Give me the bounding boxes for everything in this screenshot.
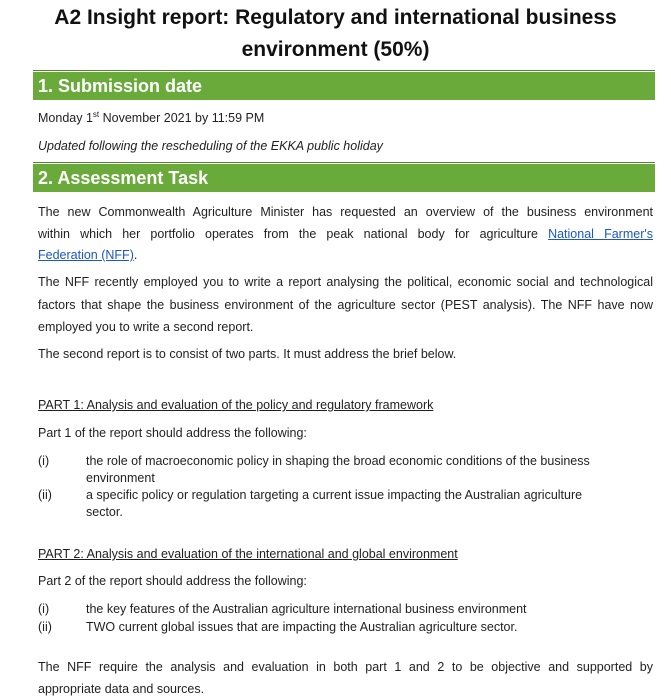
part-2-item-number: (i) xyxy=(38,602,50,616)
p1-line2-text: within which her portfolio operates from the peak national body for agriculture xyxy=(38,227,538,241)
part-1-item xyxy=(86,453,646,487)
paragraph-2-line-2: factors that shape the business environment of the agriculture sector (PEST analysis). The NFF have now xyxy=(38,298,653,312)
item-line: sector. xyxy=(86,505,123,519)
part-1-item-number: (i) xyxy=(38,454,50,468)
item-line: a specific policy or regulation targeting a current issue impacting the Australian agriculture xyxy=(86,488,583,502)
item-line: the role of macroeconomic policy in shaping the broad economic conditions of the business xyxy=(86,454,590,468)
section-rule xyxy=(33,162,655,163)
section-heading-submission-date: 1. Submission date xyxy=(33,72,655,100)
paragraph-1-line-2 xyxy=(38,223,653,246)
item-line: environment xyxy=(86,471,155,485)
part-1-item xyxy=(86,487,646,521)
part-1-item-number: (ii) xyxy=(38,488,52,502)
section-heading-assessment-task: 2. Assessment Task xyxy=(33,164,655,192)
part-2-item: the key features of the Australian agriculture international business environment xyxy=(86,602,527,616)
part-1-intro: Part 1 of the report should address the following: xyxy=(38,426,307,440)
part-1-heading: PART 1: Analysis and evaluation of the policy and regulatory framework xyxy=(38,398,434,412)
paragraph-1-line-3 xyxy=(38,244,137,266)
part-2-item: TWO current global issues that are impacting the Australian agriculture sector. xyxy=(86,620,518,634)
paragraph-2-line-3: employed you to write a second report. xyxy=(38,320,254,334)
paragraph-1-line-1: The new Commonwealth Agriculture Minister has requested an overview of the business environment xyxy=(38,205,653,219)
date-rest: November 2021 by 11:59 PM xyxy=(99,111,265,125)
nff-link[interactable]: National Farmer's xyxy=(548,227,653,241)
p1-end: . xyxy=(133,248,138,262)
part-2-intro: Part 2 of the report should address the following: xyxy=(38,574,307,588)
section-rule xyxy=(33,70,655,71)
page-title-line-1: A2 Insight report: Regulatory and international business xyxy=(54,6,617,29)
closing-line-2: appropriate data and sources. xyxy=(38,682,205,696)
date-update-note: Updated following the rescheduling of the EKKA public holiday xyxy=(38,139,383,153)
closing-line-1: The NFF require the analysis and evaluation in both part 1 and 2 to be objective and supported by xyxy=(38,660,653,674)
paragraph-2-line-1: The NFF recently employed you to write a report analysing the political, economic social and technological xyxy=(38,275,653,289)
part-2-heading: PART 2: Analysis and evaluation of the international and global environment xyxy=(38,547,458,561)
submission-date xyxy=(38,107,264,129)
nff-link-continued[interactable]: Federation (NFF) xyxy=(38,248,134,262)
date-day: Monday 1 xyxy=(38,111,93,125)
page-title-line-2: environment (50%) xyxy=(241,38,430,61)
paragraph-3: The second report is to consist of two parts. It must address the brief below. xyxy=(38,347,457,361)
date-ordinal: st xyxy=(92,109,100,119)
part-2-item-number: (ii) xyxy=(38,620,52,634)
